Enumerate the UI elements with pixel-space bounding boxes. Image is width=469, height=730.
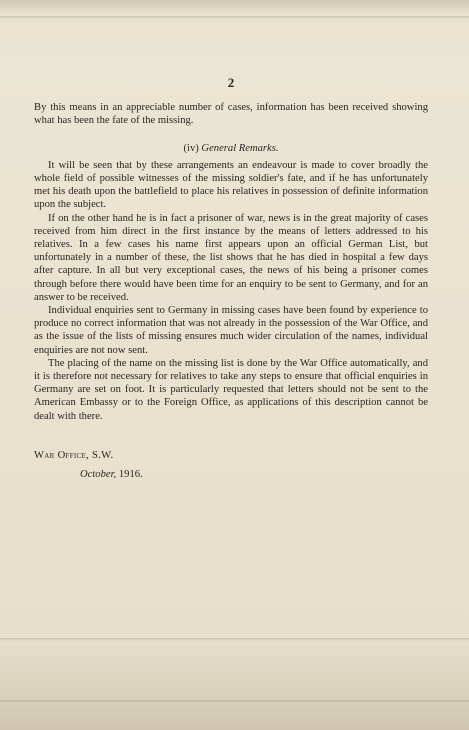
paper-fold [0,638,469,641]
section-heading [34,142,428,155]
date-month: October, [80,469,117,481]
paper-fold [0,16,469,19]
signature-block [34,449,428,481]
section-numeral: (iv) [183,142,199,154]
paper-fold [0,700,469,703]
paragraph: If on the other hand he is in fact a prisoner of war, news is in the great majority of cases received from him direct in the first instance by the means of letters addressed to his relatives. In a few cases his name first appears upon an official German List, but unfortunately in a number of these, the list shows that he has died in hospital a few days after capture. In all but very exceptional cases, the news of his being a prisoner comes through before there would have been time for an enquiry to be sent to Germany, and for an answer to be received. [34,212,428,303]
intro-paragraph: By this means in an appreciable number of cases, information has been received showing what has been the fate of the missing. [34,102,428,127]
paragraph: It will be seen that by these arrangements an endeavour is made to cover broadly the whole field of possible witnesses of the missing soldier's fate, and if he has unfortunately met his death upon the battlefield to place his relatives in possession of definite information upon the subject. [34,159,428,211]
section-title: General Remarks. [201,142,279,154]
date-year: 1916. [118,469,143,481]
page-number: 2 [227,75,235,90]
date-line [80,468,428,481]
office-name: War Office, S.W. [34,449,114,461]
document-body [34,76,428,481]
paragraph: Individual enquiries sent to Germany in missing cases have been found by experience to produce no correct information that was not already in the possession of the War Office, and as the issue of the lists of missing ensures much wider circulation of the names, individual enquiries are not now sent. [34,305,428,356]
paragraph: The placing of the name on the missing list is done by the War Office automatically, and it is therefore not necessary for relatives to take any steps to ensure that official enquiries in Germany are set on foot. It is particularly requested that letters should not be sent to the American Embassy or to the Foreign Office, as applications of this description cannot be dealt with there. [34,357,428,422]
